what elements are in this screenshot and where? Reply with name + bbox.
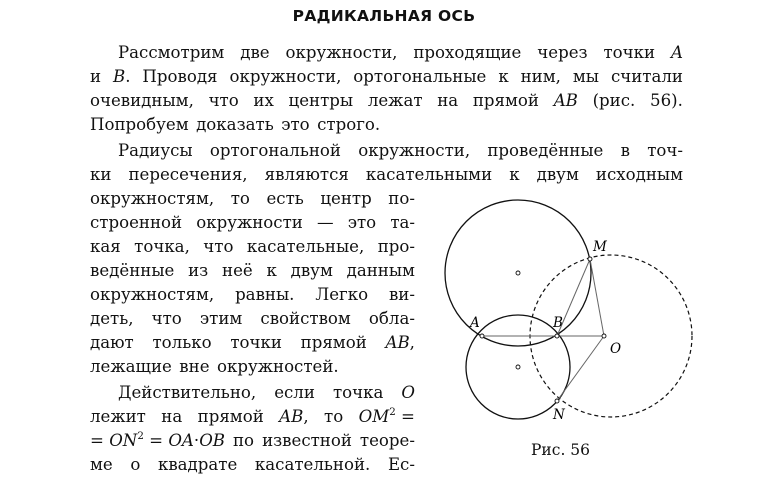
label-M: M [593,239,607,255]
label-A: A [470,315,480,331]
section-heading: РАДИКАЛЬНАЯ ОСЬ [292,7,476,25]
text-line: Действительно, если точка O [118,383,415,402]
text-line: ме о квадрате касательной. Ес- [90,455,415,474]
text-line: лежит на прямой AB, то $OM^2$ = [90,405,415,426]
upper-center-point [516,271,520,275]
point-B [555,334,559,338]
label-N: N [553,407,565,423]
text-line: окружностям, то есть центр по- [90,189,415,208]
point-N [555,399,559,403]
text-line: очевидным, что их центры лежат на прямой AB (рис. 56). [90,91,683,110]
label-B: B [553,315,563,331]
text-line: дают только точки прямой AB, [90,333,415,352]
text-line: и B. Проводя окружности, ортогональные к ним, мы считали [90,67,683,86]
text-line: Радиусы ортогональной окружности, проведённые в точ- [118,141,683,160]
point-A [480,334,484,338]
text-line: ведённые из неё к двум данным [90,261,415,280]
radius-ON [557,336,604,401]
radius-OM [590,259,604,336]
text-line: ки пересечения, являются касательными к двум исходным [90,165,683,184]
text-line: Попробуем доказать это строго. [90,115,381,134]
text-line: окружностям, равны. Легко ви- [90,285,415,304]
text-line: лежащие вне окружностей. [90,357,339,376]
text-line: деть, что этим свойством обла- [90,309,415,328]
label-O: O [610,341,622,357]
text-line: кая точка, что касательные, про- [90,237,415,256]
text-line: Рассмотрим две окружности, проходящие через точки A [118,43,683,62]
point-M [588,257,592,261]
figure-caption: Рис. 56 [531,441,591,459]
point-O [602,334,606,338]
figure-56 [432,192,728,432]
lower-center-point [516,365,520,369]
text-line: строенной окружности — это та- [90,213,415,232]
text-line: = $ON^2 = OA\cdot OB$ по известной теоре- [90,429,415,450]
